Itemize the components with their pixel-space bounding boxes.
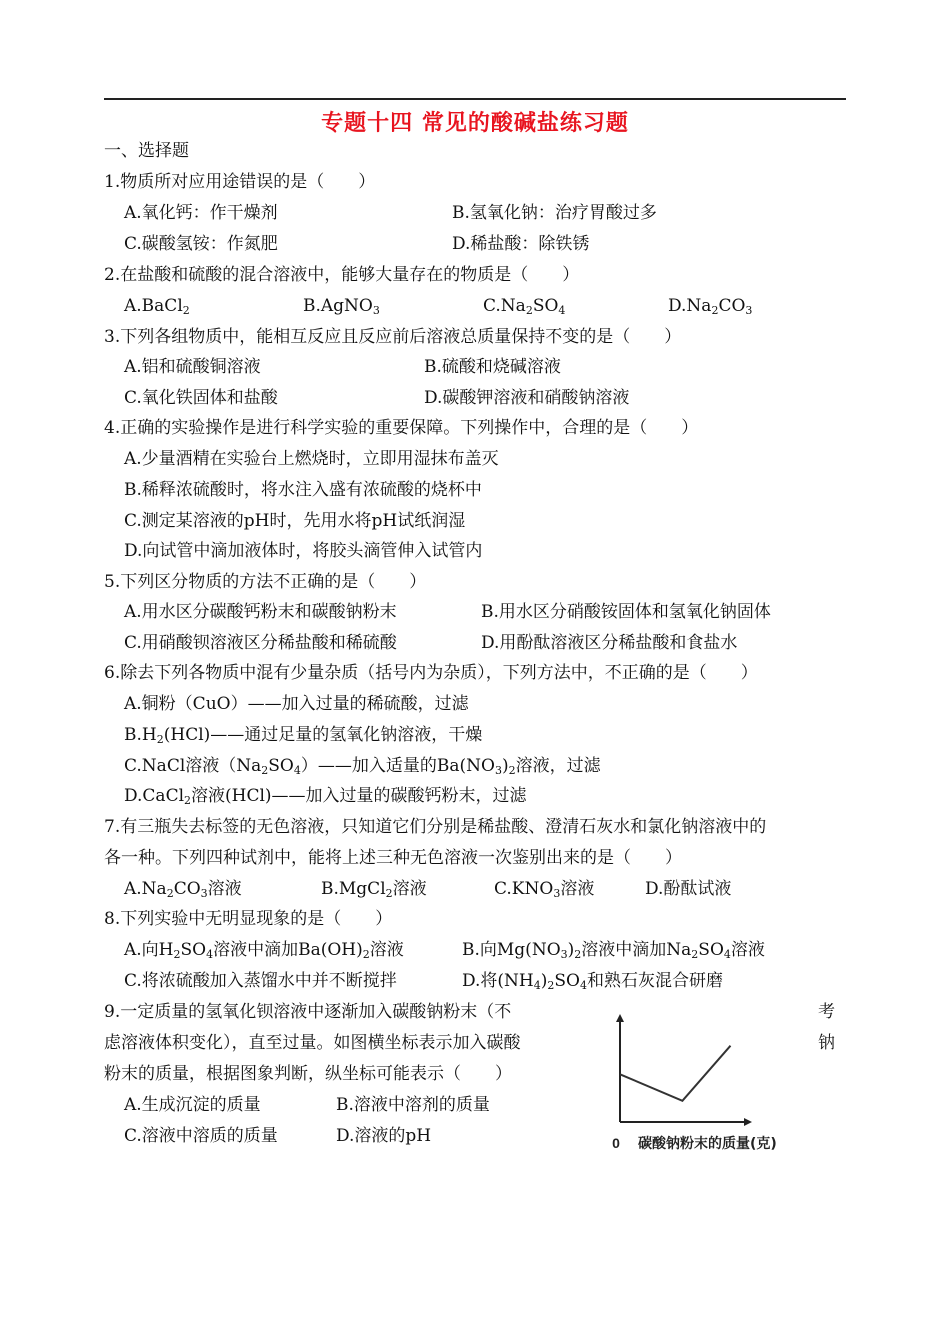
q7-stem-line1: 7.有三瓶失去标签的无色溶液，只知道它们分别是稀盐酸、澄清石灰水和氯化钠溶液中的: [104, 817, 767, 837]
q9-stem-line3: 粉末的质量，根据图象判断，纵坐标可能表示（ ）: [104, 1064, 512, 1084]
q8-option-c: C.将浓硫酸加入蒸馏水中并不断搅拌: [124, 971, 397, 991]
q2-option-b: B.AgNO$_3$: [303, 296, 380, 317]
x-axis-label: 碳酸钠粉末的质量(克): [638, 1136, 777, 1152]
q5-stem: 5.下列区分物质的方法不正确的是（ ）: [104, 572, 427, 592]
q6-stem: 6.除去下列各物质中混有少量杂质（括号内为杂质），下列方法中，不正确的是（ ）: [104, 663, 758, 683]
q2-option-a: A.BaCl$_2$: [124, 296, 190, 317]
q7-option-a: $A.Na_2CO_3$溶液: [124, 879, 242, 900]
q1-option-b: B.氢氧化钠：治疗胃酸过多: [452, 203, 657, 223]
section-heading: 一、选择题: [104, 141, 189, 161]
q9-stem-line2-end: 钠: [818, 1033, 835, 1053]
q4-option-d: D.向试管中滴加液体时，将胶头滴管伸入试管内: [124, 541, 483, 561]
q3-option-d: D.碳酸钾溶液和硝酸钠溶液: [424, 388, 630, 408]
q9-graph: [600, 1010, 830, 1160]
q8-stem: 8.下列实验中无明显现象的是（ ）: [104, 909, 393, 929]
q2-option-c: $C.Na_2SO_4$: [483, 296, 566, 317]
q7-option-c: $C.KNO_3$溶液: [494, 879, 595, 900]
q9-option-a: A.生成沉淀的质量: [124, 1095, 261, 1115]
q1-option-d: D.稀盐酸：除铁锈: [452, 234, 590, 254]
q1-option-c: C.碳酸氢铵：作氮肥: [124, 234, 278, 254]
data-line: [620, 1046, 731, 1101]
q6-option-d: D.CaCl$_2$溶液(HCl)——加入过量的碳酸钙粉末，过滤: [124, 786, 527, 807]
q9-option-b: B.溶液中溶剂的质量: [336, 1095, 490, 1115]
q3-option-c: C.氧化铁固体和盐酸: [124, 388, 278, 408]
q6-option-c: C.NaCl溶液$(Na_2SO_4)——$加入适量的$Ba(NO_3)_2$溶液，过滤: [124, 756, 601, 777]
q8-option-d: D.将$(NH_4)_2SO_4$和熟石灰混合研磨: [462, 971, 723, 992]
q4-option-c: C.测定某溶液的pH时，先用水将pH试纸润湿: [124, 511, 466, 531]
q4-option-b: B.稀释浓硫酸时，将水注入盛有浓硫酸的烧杯中: [124, 480, 482, 500]
q3-option-b: B.硫酸和烧碱溶液: [424, 357, 561, 377]
q6-option-a: A.铜粉（CuO）——加入过量的稀硫酸，过滤: [124, 694, 469, 714]
origin-label: 0: [612, 1135, 620, 1151]
q5-option-b: B.用水区分硝酸铵固体和氢氧化钠固体: [481, 602, 771, 622]
q9-option-d: D.溶液的pH: [336, 1126, 432, 1146]
q9-stem-line1-end: 考: [818, 1002, 835, 1022]
q6-option-b: $B.H_2(HCl)——$通过足量的氢氧化钠溶液，干燥: [124, 725, 483, 746]
q7-option-b: B.MgCl$_2$溶液: [321, 879, 427, 900]
q5-option-a: A.用水区分碳酸钙粉末和碳酸钠粉末: [124, 602, 397, 622]
q3-stem: 3.下列各组物质中，能相互反应且反应前后溶液总质量保持不变的是（ ）: [104, 327, 682, 347]
q7-stem-line2: 各一种。下列四种试剂中，能将上述三种无色溶液一次鉴别出来的是（ ）: [104, 848, 682, 868]
q9-option-c: C.溶液中溶质的质量: [124, 1126, 278, 1146]
q8-option-b: B.向$Mg(NO_3)_2$溶液中滴加$Na_2SO_4$溶液: [462, 940, 765, 961]
q5-option-d: D.用酚酞溶液区分稀盐酸和食盐水: [481, 633, 738, 653]
q5-option-c: C.用硝酸钡溶液区分稀盐酸和稀硫酸: [124, 633, 397, 653]
q9-stem-line1: 9.一定质量的氢氧化钡溶液中逐渐加入碳酸钠粉末（不: [104, 1002, 512, 1022]
q2-option-d: $D.Na_2CO_3$: [668, 296, 753, 317]
q1-stem: 1.物质所对应用途错误的是（ ）: [104, 172, 376, 192]
q4-stem: 4.正确的实验操作是进行科学实验的重要保障。下列操作中，合理的是（ ）: [104, 418, 699, 438]
page-title: 专题十四 常见的酸碱盐练习题: [321, 111, 629, 136]
header-rule: [104, 98, 846, 100]
q9-stem-line2: 虑溶液体积变化），直至过量。如图横坐标表示加入碳酸: [104, 1033, 521, 1053]
q1-option-a: A.氧化钙：作干燥剂: [124, 203, 278, 223]
q7-option-d: D.酚酞试液: [645, 879, 732, 899]
q2-stem: 2.在盐酸和硫酸的混合溶液中，能够大量存在的物质是（ ）: [104, 265, 580, 285]
q8-option-a: A.向$H_2SO_4$溶液中滴加$Ba(OH)_2$溶液: [124, 940, 404, 961]
q4-option-a: A.少量酒精在实验台上燃烧时，立即用湿抹布盖灭: [124, 449, 499, 469]
q3-option-a: A.铝和硫酸铜溶液: [124, 357, 261, 377]
